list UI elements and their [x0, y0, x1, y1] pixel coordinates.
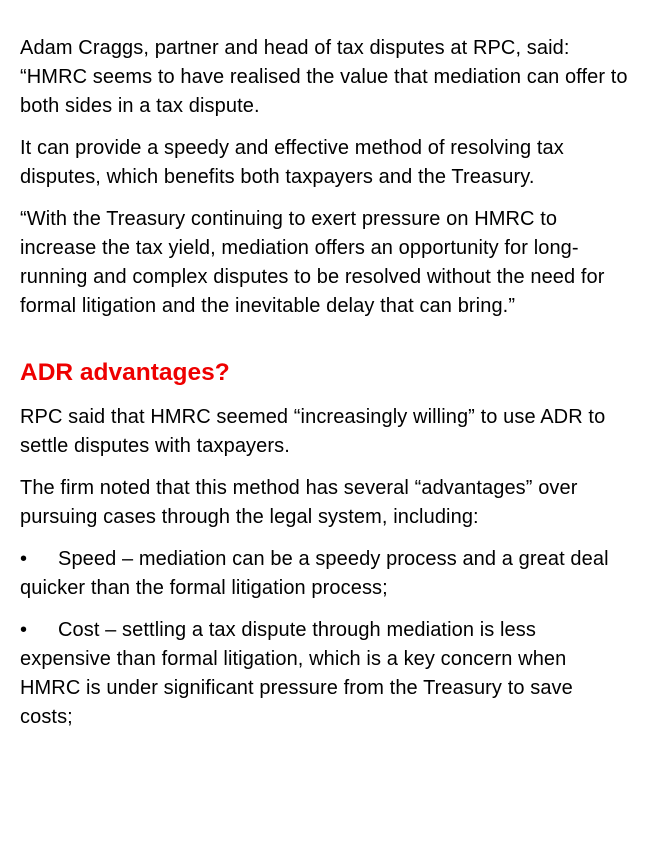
- paragraph-advantages-intro: The firm noted that this method has several “advantages” over pursuing cases through the legal system, including:: [20, 477, 578, 528]
- bullet-text-cost: Cost – settling a tax dispute through mediation is less expensive than formal litigation, which is a key concern when HMRC is under significant pressure from the Treasury to save costs;: [20, 619, 573, 728]
- paragraph-treasury-pressure: “With the Treasury continuing to exert pressure on HMRC to increase the tax yield, mediation offers an opportunity for long-running and complex disputes to be resolved without the need for formal litigation and the inevitable delay that can bring.”: [20, 208, 605, 317]
- bullet-mark: •: [20, 548, 28, 570]
- bullet-item-cost: [20, 616, 628, 732]
- bullet-text-speed: Speed – mediation can be a speedy process and a great deal quicker than the formal litigation process;: [20, 548, 609, 599]
- bullet-mark: •: [20, 619, 28, 641]
- section-heading: ADR advantages?: [20, 359, 230, 386]
- bullet-item-speed: [20, 545, 628, 603]
- paragraph-speedy-method: It can provide a speedy and effective method of resolving tax disputes, which benefits both taxpayers and the Treasury.: [20, 137, 564, 188]
- paragraph-quote-intro: Adam Craggs, partner and head of tax disputes at RPC, said: “HMRC seems to have realised the value that mediation can offer to both sides in a tax dispute.: [20, 37, 628, 117]
- paragraph-increasingly-willing: RPC said that HMRC seemed “increasingly willing” to use ADR to settle disputes with taxpayers.: [20, 406, 606, 457]
